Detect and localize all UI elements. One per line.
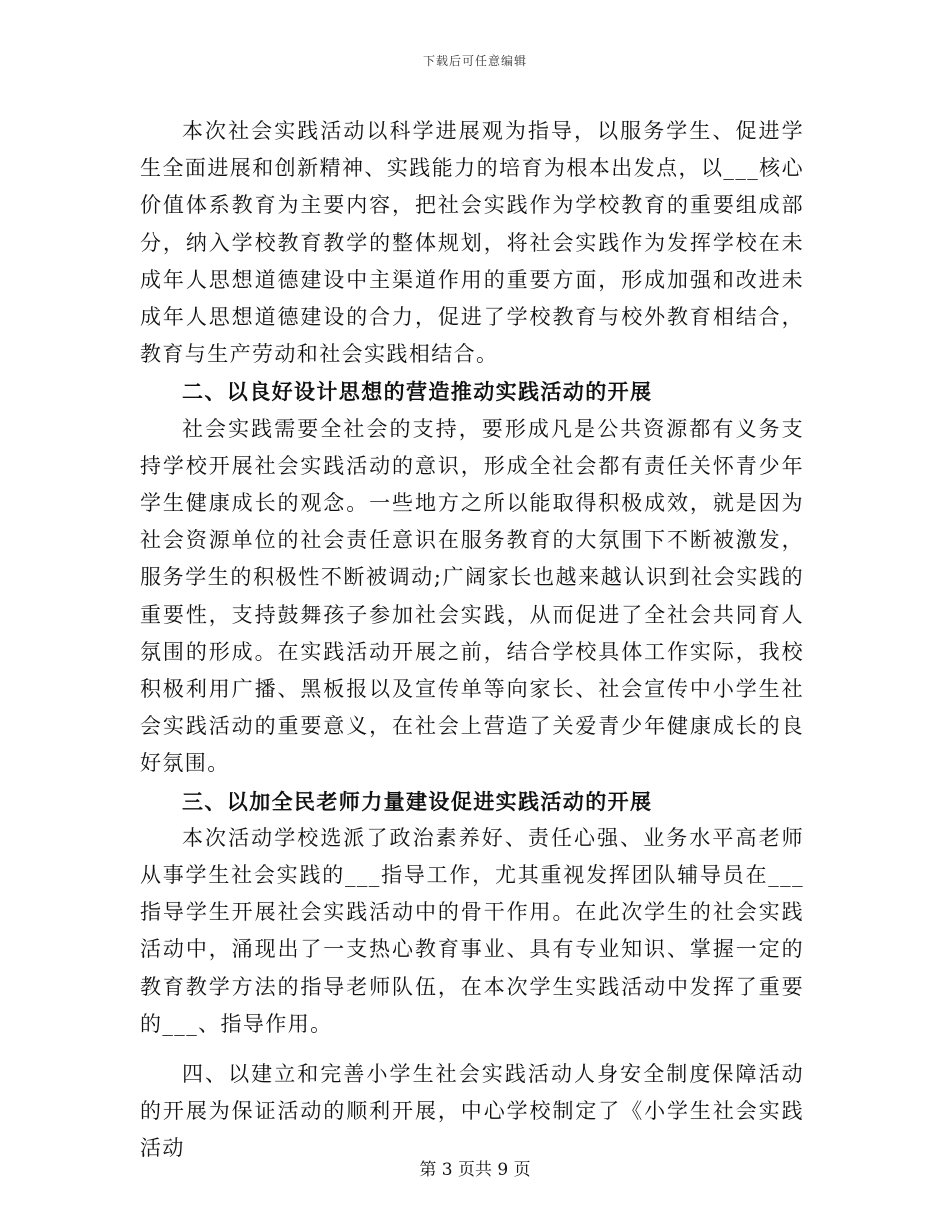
paragraph-1: 本次社会实践活动以科学进展观为指导，以服务学生、促进学生全面进展和创新精神、实践能力的培育为根本出发点，以___核心价值体系教育为主要内容，把社会实践作为学校教育的重要组成部分，纳入学校教育教学的整体规划，将社会实践作为发挥学校在未成年人思想道德建设中主渠道作用的重要方面，形成加强和改进未成年人思想道德建设的合力，促进了学校教育与校外教育相结合，教育与生产劳动和社会实践相结合。 <box>140 119 804 367</box>
paragraph-spacer <box>140 1043 804 1056</box>
paragraph-2: 社会实践需要全社会的支持，要形成凡是公共资源都有义务支持学校开展社会实践活动的意识，形成全社会都有责任关怀青少年学生健康成长的观念。一些地方之所以能取得积极成效，就是因为社会资源单位的社会责任意识在服务教育的大氛围下不断被激发，服务学生的积极性不断被调动;广阔家长也越来越认识到社会实践的重要性，支持鼓舞孩子参加社会实践，从而促进了全社会共同育人氛围的形成。在实践活动开展之前，结合学校具体工作实际，我校积极利用广播、黑板报以及宣传单等向家长、社会宣传中小学生社会实践活动的重要意义，在社会上营造了关爱青少年健康成长的良好氛围。 <box>140 416 804 776</box>
paragraph-3: 本次活动学校选派了政治素养好、责任心强、业务水平高老师从事学生社会实践的___指导工作，尤其重视发挥团队辅导员在___指导学生开展社会实践活动中的骨干作用。在此次学生的社会实践活动中，涌现出了一支热心教育事业、具有专业知识、掌握一定的教育教学方法的指导老师队伍，在本次学生实践活动中发挥了重要的___、指导作用。 <box>140 825 804 1036</box>
paragraph-4: 四、以建立和完善小学生社会实践活动人身安全制度保障活动的开展为保证活动的顺利开展，中心学校制定了《小学生社会实践活动 <box>140 1062 804 1161</box>
section-heading-2: 二、以良好设计思想的营造推动实践活动的开展 <box>182 379 653 405</box>
section-heading-3: 三、以加全民老师力量建设促进实践活动的开展 <box>182 788 653 814</box>
page-header-note: 下载后可任意编辑 <box>422 54 527 68</box>
page-number-footer: 第 3 页共 9 页 <box>419 1160 531 1180</box>
document-body <box>140 113 804 1168</box>
